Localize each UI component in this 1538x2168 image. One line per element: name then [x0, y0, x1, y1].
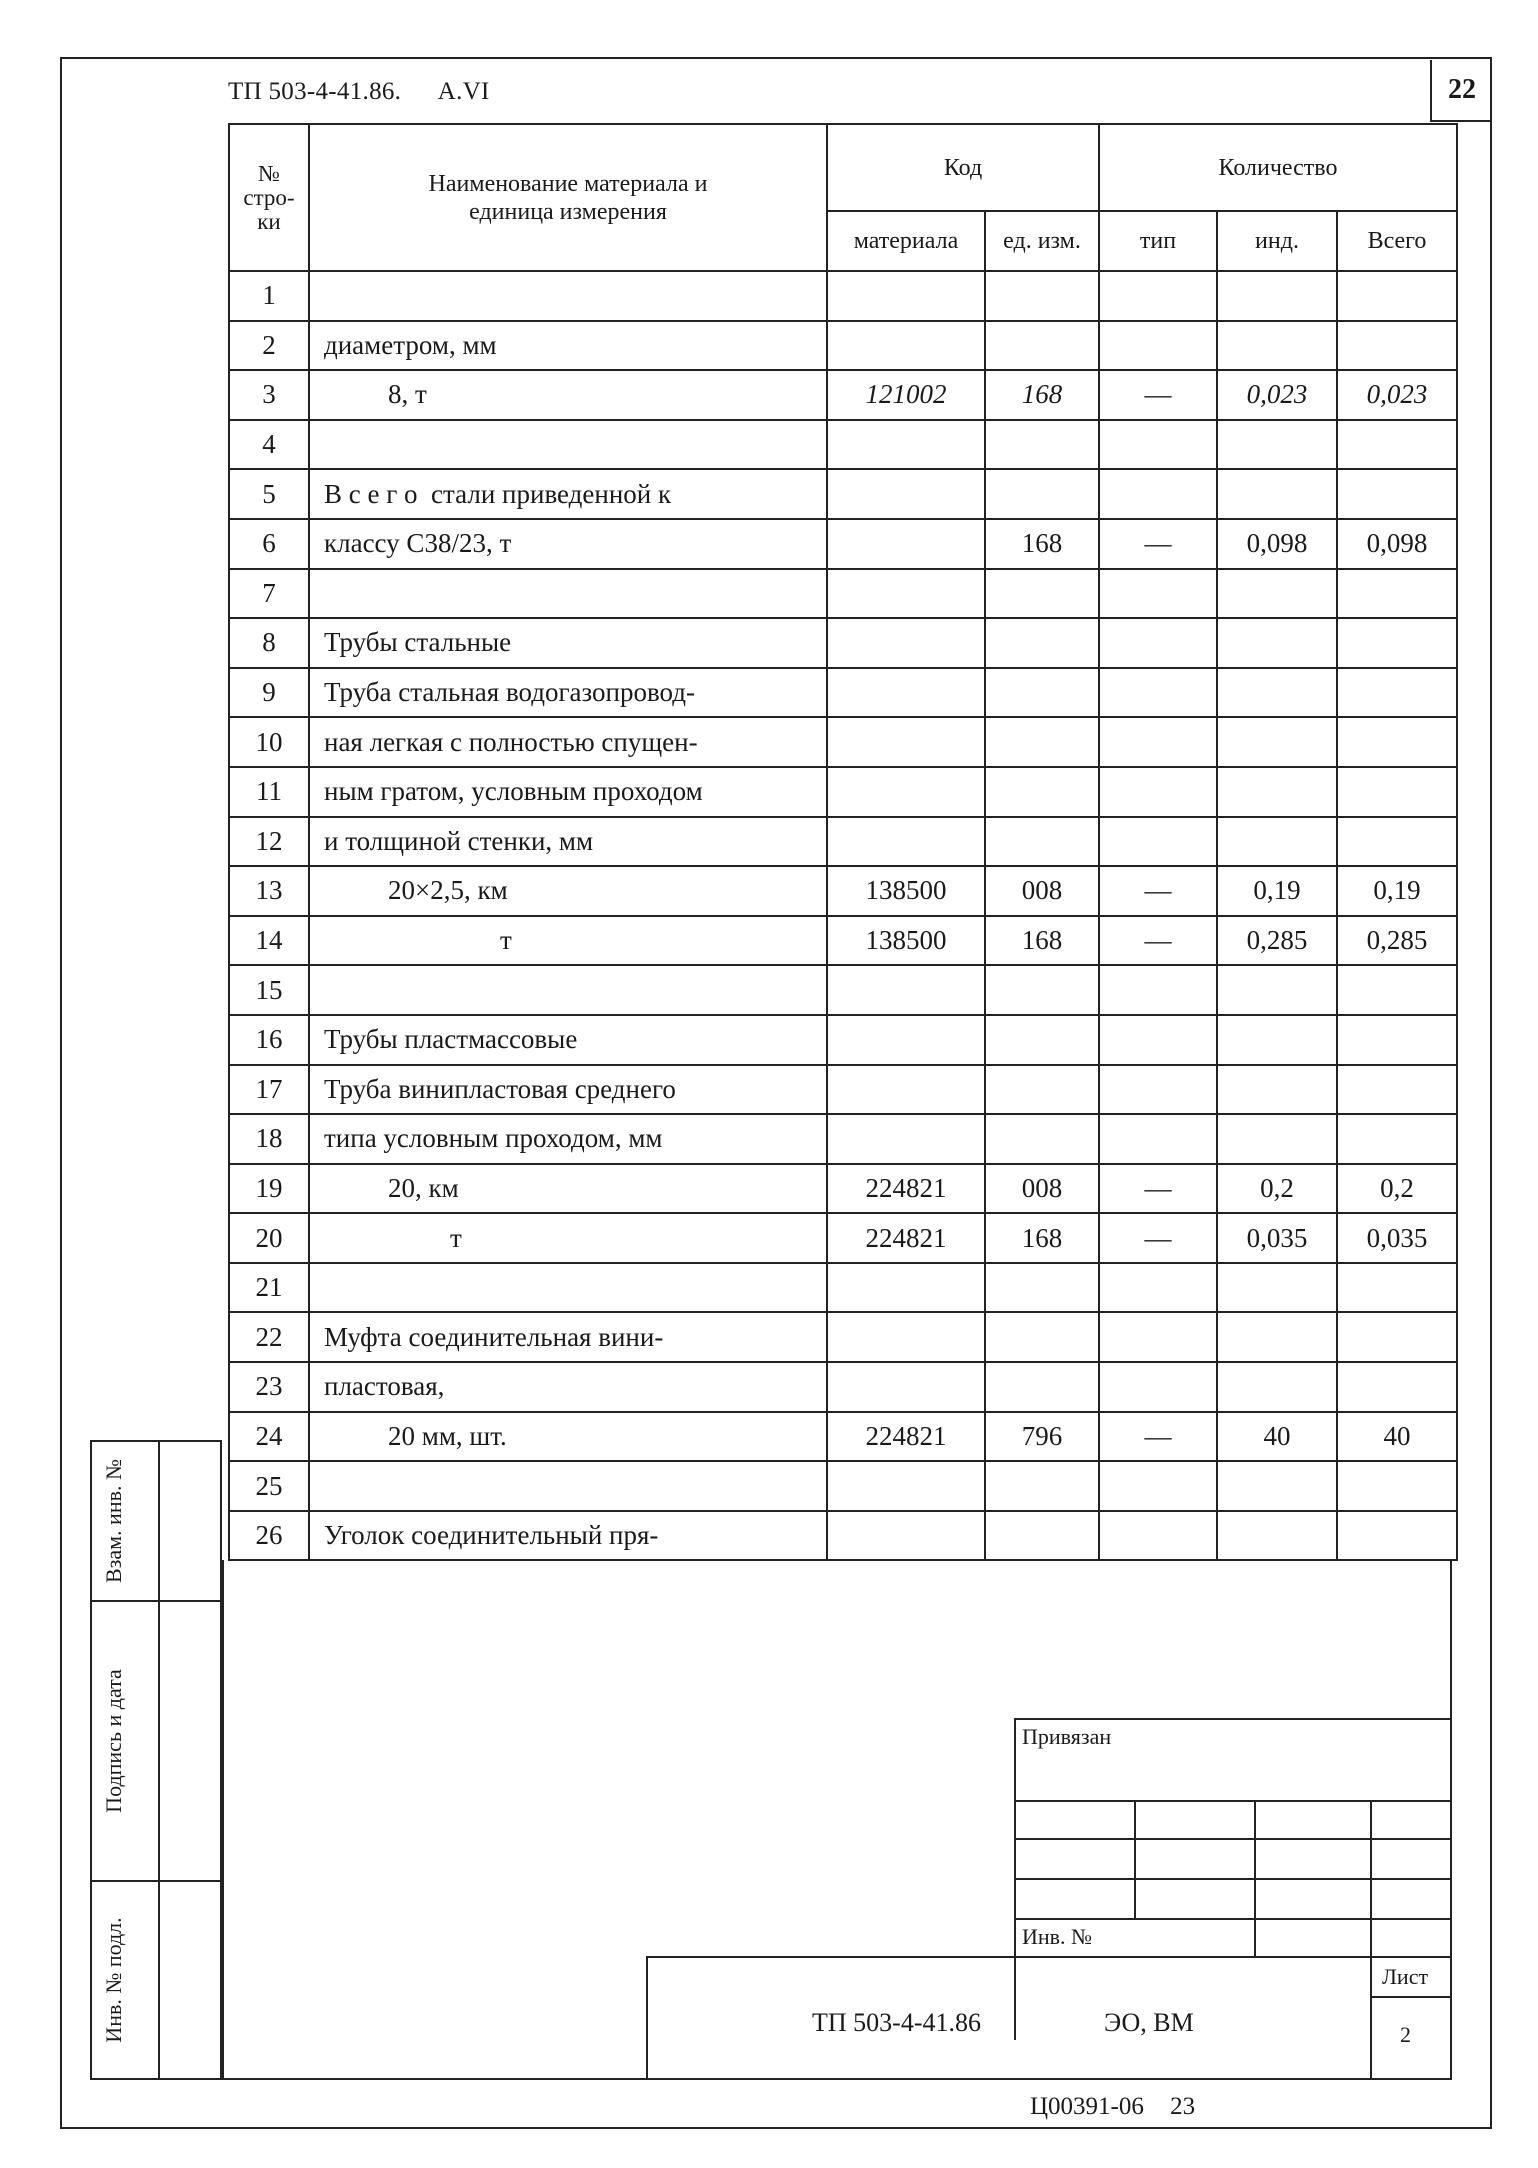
row-number: 18 [229, 1114, 309, 1164]
header-code: Код [827, 124, 1099, 211]
header-quantity: Количество [1099, 124, 1457, 211]
table-row [229, 767, 1457, 817]
qty-type [1099, 1015, 1217, 1065]
privyazan-line [1014, 1800, 1452, 1802]
unit-code [985, 469, 1099, 519]
row-number: 9 [229, 668, 309, 718]
row-number: 3 [229, 370, 309, 420]
material-name [309, 965, 827, 1015]
qty-ind [1217, 817, 1337, 867]
table-row [229, 618, 1457, 668]
unit-code [985, 1114, 1099, 1164]
qty-ind [1217, 1312, 1337, 1362]
qty-type [1099, 965, 1217, 1015]
material-name: 8, т [309, 370, 827, 420]
material-name: и толщиной стенки, мм [309, 817, 827, 867]
inv-no-label: Инв. № [1022, 1924, 1093, 1949]
unit-code [985, 618, 1099, 668]
privyazan-line [1014, 1838, 1452, 1840]
unit-code [985, 321, 1099, 371]
material-code [827, 1362, 985, 1412]
qty-ind [1217, 271, 1337, 321]
sheet-divider [1370, 1996, 1452, 1998]
material-code [827, 1065, 985, 1115]
material-code [827, 420, 985, 470]
qty-type [1099, 1263, 1217, 1313]
header-code-material: материала [827, 211, 985, 271]
doc-code: ТП 503-4-41.86. [228, 78, 402, 105]
material-code [827, 965, 985, 1015]
footer [1030, 2093, 1195, 2121]
qty-type [1099, 618, 1217, 668]
row-number: 11 [229, 767, 309, 817]
qty-total [1337, 469, 1457, 519]
unit-code [985, 1312, 1099, 1362]
table-row [229, 469, 1457, 519]
qty-ind: 40 [1217, 1412, 1337, 1462]
qty-type: — [1099, 519, 1217, 569]
row-number: 1 [229, 271, 309, 321]
sheet-label: Лист [1382, 1964, 1429, 1989]
table-row [229, 1461, 1457, 1511]
material-name: 20×2,5, км [309, 866, 827, 916]
qty-type: — [1099, 866, 1217, 916]
qty-ind: 0,098 [1217, 519, 1337, 569]
qty-ind: 0,035 [1217, 1213, 1337, 1263]
material-code [827, 1263, 985, 1313]
table-row [229, 569, 1457, 619]
material-code [827, 271, 985, 321]
unit-code [985, 965, 1099, 1015]
table-row [229, 1065, 1457, 1115]
material-name [309, 569, 827, 619]
qty-total [1337, 1362, 1457, 1412]
unit-code: 008 [985, 866, 1099, 916]
row-number: 6 [229, 519, 309, 569]
table-row [229, 370, 1457, 420]
row-number: 12 [229, 817, 309, 867]
unit-code [985, 1461, 1099, 1511]
unit-code [985, 668, 1099, 718]
row-number: 22 [229, 1312, 309, 1362]
qty-type: — [1099, 916, 1217, 966]
table-row [229, 717, 1457, 767]
row-number: 8 [229, 618, 309, 668]
unit-code [985, 717, 1099, 767]
qty-ind [1217, 618, 1337, 668]
row-number: 7 [229, 569, 309, 619]
material-name: т [309, 916, 827, 966]
material-code: 224821 [827, 1213, 985, 1263]
material-code [827, 1015, 985, 1065]
unit-code [985, 569, 1099, 619]
qty-ind: 0,023 [1217, 370, 1337, 420]
table-row [229, 1412, 1457, 1462]
side-stamp-line [90, 1880, 222, 1882]
side-label-vzam: Взам. инв. № [101, 1459, 126, 1583]
row-number: 25 [229, 1461, 309, 1511]
table-row [229, 321, 1457, 371]
qty-total [1337, 1114, 1457, 1164]
table-row [229, 420, 1457, 470]
material-name: т [309, 1213, 827, 1263]
unit-code [985, 767, 1099, 817]
material-name: типа условным проходом, мм [309, 1114, 827, 1164]
page-number: 22 [1430, 60, 1492, 122]
table-row [229, 965, 1457, 1015]
title-block-left [646, 1956, 648, 2080]
qty-ind [1217, 1065, 1337, 1115]
qty-type [1099, 271, 1217, 321]
qty-total [1337, 321, 1457, 371]
unit-code [985, 1065, 1099, 1115]
qty-type [1099, 1065, 1217, 1115]
row-number: 14 [229, 916, 309, 966]
qty-type [1099, 569, 1217, 619]
unit-code: 168 [985, 519, 1099, 569]
unit-code [985, 1362, 1099, 1412]
qty-ind [1217, 767, 1337, 817]
material-name: Муфта соединительная вини- [309, 1312, 827, 1362]
unit-code: 796 [985, 1412, 1099, 1462]
side-label-podpis: Подпись и дата [101, 1669, 126, 1813]
qty-total [1337, 817, 1457, 867]
qty-ind [1217, 469, 1337, 519]
material-code [827, 767, 985, 817]
header-name: Наименование материала и единица измерения [309, 124, 827, 271]
qty-ind: 0,19 [1217, 866, 1337, 916]
table-row [229, 519, 1457, 569]
material-name: В с е г о стали приведенной к [309, 469, 827, 519]
qty-ind [1217, 1461, 1337, 1511]
materials-table [228, 123, 1458, 1561]
qty-ind [1217, 717, 1337, 767]
material-name: классу С38/23, т [309, 519, 827, 569]
material-code [827, 321, 985, 371]
qty-total [1337, 1015, 1457, 1065]
qty-total: 0,285 [1337, 916, 1457, 966]
material-name: 20, км [309, 1164, 827, 1214]
sheet-number: 2 [1400, 2022, 1411, 2047]
title-code: ТП 503-4-41.86 [812, 2008, 981, 2037]
qty-ind [1217, 668, 1337, 718]
row-number: 10 [229, 717, 309, 767]
material-name: диаметром, мм [309, 321, 827, 371]
material-name [309, 1461, 827, 1511]
material-code: 224821 [827, 1164, 985, 1214]
qty-total [1337, 569, 1457, 619]
table-row [229, 271, 1457, 321]
title-marks: ЭО, ВМ [1104, 2008, 1194, 2037]
privyazan-vline [1134, 1800, 1136, 1918]
qty-total [1337, 618, 1457, 668]
qty-type [1099, 1114, 1217, 1164]
material-code: 138500 [827, 916, 985, 966]
qty-total [1337, 1511, 1457, 1561]
row-number: 20 [229, 1213, 309, 1263]
table-row [229, 1312, 1457, 1362]
qty-type [1099, 1312, 1217, 1362]
material-code [827, 717, 985, 767]
material-name: Труба стальная водогазопровод- [309, 668, 827, 718]
row-number: 2 [229, 321, 309, 371]
material-name [309, 1263, 827, 1313]
material-code [827, 1312, 985, 1362]
qty-ind [1217, 965, 1337, 1015]
row-number: 24 [229, 1412, 309, 1462]
table-row [229, 1015, 1457, 1065]
qty-total [1337, 271, 1457, 321]
material-code [827, 618, 985, 668]
qty-ind [1217, 321, 1337, 371]
qty-type: — [1099, 1164, 1217, 1214]
qty-type [1099, 767, 1217, 817]
material-name: Уголок соединительный пря- [309, 1511, 827, 1561]
material-code [827, 1461, 985, 1511]
material-code [827, 569, 985, 619]
material-code: 121002 [827, 370, 985, 420]
qty-ind [1217, 1114, 1337, 1164]
header-qty-ind: инд. [1217, 211, 1337, 271]
qty-type [1099, 469, 1217, 519]
qty-total: 0,19 [1337, 866, 1457, 916]
material-name: пластовая, [309, 1362, 827, 1412]
qty-total [1337, 767, 1457, 817]
qty-ind [1217, 1263, 1337, 1313]
qty-ind: 0,285 [1217, 916, 1337, 966]
header-qty-total: Всего [1337, 211, 1457, 271]
footer-page: 23 [1170, 2093, 1196, 2120]
unit-code: 168 [985, 916, 1099, 966]
doc-section: A.VI [437, 78, 490, 105]
row-number: 23 [229, 1362, 309, 1412]
qty-type [1099, 1362, 1217, 1412]
material-name: ная легкая с полностью спущен- [309, 717, 827, 767]
table-row [229, 1263, 1457, 1313]
row-number: 26 [229, 1511, 309, 1561]
row-number: 16 [229, 1015, 309, 1065]
unit-code: 008 [985, 1164, 1099, 1214]
content-bottom-border [90, 2078, 1452, 2080]
material-code [827, 519, 985, 569]
table-row [229, 1114, 1457, 1164]
qty-total [1337, 668, 1457, 718]
row-number: 4 [229, 420, 309, 470]
material-code [827, 817, 985, 867]
unit-code [985, 420, 1099, 470]
qty-type [1099, 1511, 1217, 1561]
qty-type [1099, 717, 1217, 767]
material-code [827, 469, 985, 519]
row-number: 5 [229, 469, 309, 519]
unit-code [985, 1511, 1099, 1561]
header-doc-code [228, 78, 490, 106]
qty-type [1099, 420, 1217, 470]
table-row [229, 817, 1457, 867]
material-code: 224821 [827, 1412, 985, 1462]
row-number: 19 [229, 1164, 309, 1214]
qty-total [1337, 1312, 1457, 1362]
row-number: 15 [229, 965, 309, 1015]
qty-total: 0,2 [1337, 1164, 1457, 1214]
material-name: Трубы стальные [309, 618, 827, 668]
table-row [229, 916, 1457, 966]
table-row [229, 1164, 1457, 1214]
side-label-inv-podl: Инв. № подл. [101, 1917, 126, 2043]
unit-code [985, 271, 1099, 321]
qty-type: — [1099, 370, 1217, 420]
qty-total [1337, 1065, 1457, 1115]
privyazan-line [1014, 1878, 1452, 1880]
qty-total [1337, 965, 1457, 1015]
unit-code [985, 1263, 1099, 1313]
table-row [229, 1511, 1457, 1561]
qty-type [1099, 321, 1217, 371]
qty-type: — [1099, 1213, 1217, 1263]
qty-total: 0,035 [1337, 1213, 1457, 1263]
material-code [827, 668, 985, 718]
qty-total [1337, 717, 1457, 767]
row-number: 21 [229, 1263, 309, 1313]
material-name: Трубы пластмассовые [309, 1015, 827, 1065]
qty-total: 0,098 [1337, 519, 1457, 569]
header-row-no: № стро- ки [229, 124, 309, 271]
qty-ind [1217, 1015, 1337, 1065]
table-row [229, 866, 1457, 916]
qty-total [1337, 420, 1457, 470]
qty-total: 0,023 [1337, 370, 1457, 420]
qty-type [1099, 817, 1217, 867]
qty-total [1337, 1461, 1457, 1511]
qty-type: — [1099, 1412, 1217, 1462]
qty-ind [1217, 1511, 1337, 1561]
unit-code [985, 817, 1099, 867]
qty-type [1099, 668, 1217, 718]
table-row [229, 1213, 1457, 1263]
qty-total: 40 [1337, 1412, 1457, 1462]
privyazan-vline [1254, 1800, 1256, 1958]
header-qty-type: тип [1099, 211, 1217, 271]
title-block-top [646, 1956, 1452, 1958]
material-code [827, 1114, 985, 1164]
qty-total [1337, 1263, 1457, 1313]
material-name: 20 мм, шт. [309, 1412, 827, 1462]
material-name [309, 420, 827, 470]
qty-ind: 0,2 [1217, 1164, 1337, 1214]
material-code: 138500 [827, 866, 985, 916]
material-name: ным гратом, условным проходом [309, 767, 827, 817]
archive-code: Ц00391-06 [1030, 2093, 1144, 2120]
row-number: 13 [229, 866, 309, 916]
privyazan-vline [1370, 1800, 1372, 2080]
material-name: Труба винипластовая среднего [309, 1065, 827, 1115]
table-row [229, 1362, 1457, 1412]
qty-ind [1217, 569, 1337, 619]
qty-ind [1217, 1362, 1337, 1412]
content-left-border [222, 1560, 224, 2080]
qty-type [1099, 1461, 1217, 1511]
row-number: 17 [229, 1065, 309, 1115]
unit-code [985, 1015, 1099, 1065]
table-row [229, 668, 1457, 718]
material-name [309, 271, 827, 321]
unit-code: 168 [985, 1213, 1099, 1263]
unit-code: 168 [985, 370, 1099, 420]
header-code-unit: ед. изм. [985, 211, 1099, 271]
privyazan-label: Привязан [1022, 1724, 1112, 1749]
side-stamp-divider [158, 1440, 160, 2080]
qty-ind [1217, 420, 1337, 470]
privyazan-line [1014, 1918, 1452, 1920]
material-code [827, 1511, 985, 1561]
